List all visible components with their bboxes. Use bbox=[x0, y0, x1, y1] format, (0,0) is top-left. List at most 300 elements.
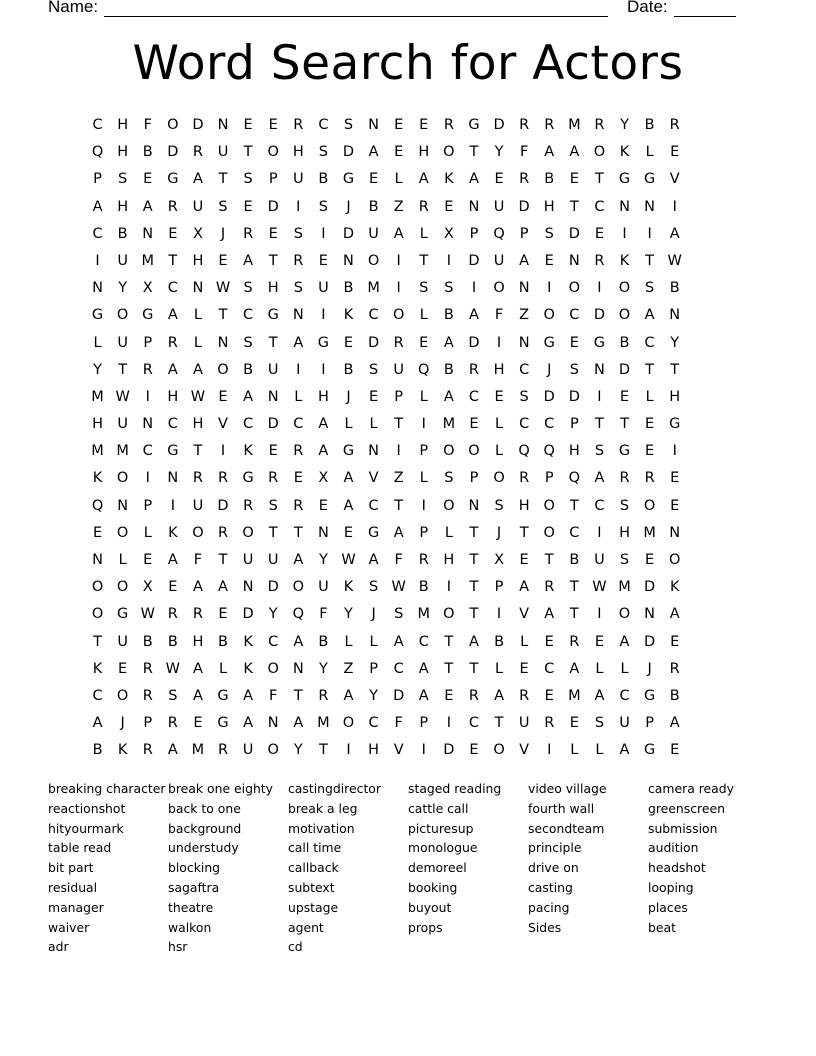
grid-letter[interactable]: A bbox=[393, 225, 404, 242]
grid-letter[interactable]: G bbox=[167, 171, 179, 188]
grid-letter[interactable]: C bbox=[92, 687, 103, 704]
grid-letter[interactable]: X bbox=[494, 552, 505, 568]
grid-letter[interactable]: A bbox=[343, 497, 354, 514]
grid-letter[interactable]: O bbox=[167, 117, 179, 133]
grid-letter[interactable]: W bbox=[215, 280, 231, 297]
grid-letter[interactable]: J bbox=[547, 361, 552, 378]
grid-letter[interactable]: K bbox=[243, 443, 253, 460]
grid-letter[interactable]: W bbox=[165, 660, 180, 677]
grid-letter[interactable]: O bbox=[543, 307, 555, 324]
grid-letter[interactable]: B bbox=[669, 280, 680, 297]
grid-letter[interactable]: P bbox=[469, 470, 479, 487]
grid-letter[interactable]: M bbox=[417, 606, 431, 623]
grid-letter[interactable]: Z bbox=[343, 660, 354, 677]
grid-letter[interactable]: S bbox=[394, 606, 404, 623]
grid-letter[interactable]: H bbox=[267, 280, 279, 297]
grid-letter[interactable]: P bbox=[569, 416, 579, 433]
grid-letter[interactable]: T bbox=[544, 552, 554, 568]
grid-letter[interactable]: S bbox=[243, 280, 253, 297]
grid-letter[interactable]: L bbox=[595, 660, 604, 677]
grid-letter[interactable]: A bbox=[167, 307, 178, 324]
grid-letter[interactable]: T bbox=[569, 198, 579, 215]
grid-letter[interactable]: B bbox=[167, 633, 178, 650]
grid-letter[interactable]: L bbox=[369, 416, 378, 433]
grid-letter[interactable]: S bbox=[368, 361, 379, 378]
grid-letter[interactable]: O bbox=[493, 280, 505, 297]
grid-letter[interactable]: T bbox=[193, 443, 203, 460]
grid-letter[interactable]: Y bbox=[318, 660, 328, 677]
grid-letter[interactable]: L bbox=[369, 633, 378, 650]
grid-letter[interactable]: Y bbox=[293, 742, 303, 759]
grid-letter[interactable]: E bbox=[343, 524, 354, 541]
grid-letter[interactable]: H bbox=[518, 497, 530, 514]
grid-letter[interactable]: U bbox=[242, 742, 254, 759]
grid-letter[interactable]: E bbox=[218, 252, 228, 269]
grid-letter[interactable]: I bbox=[421, 416, 426, 433]
grid-letter[interactable]: V bbox=[519, 742, 530, 759]
grid-letter[interactable]: P bbox=[93, 171, 102, 188]
grid-letter[interactable]: E bbox=[494, 388, 504, 405]
grid-letter[interactable]: S bbox=[444, 470, 454, 487]
grid-letter[interactable]: A bbox=[192, 579, 203, 596]
grid-letter[interactable]: A bbox=[192, 660, 203, 677]
grid-letter[interactable]: B bbox=[544, 171, 555, 188]
grid-letter[interactable]: L bbox=[419, 225, 428, 242]
grid-letter[interactable]: I bbox=[597, 388, 602, 405]
grid-letter[interactable]: R bbox=[669, 117, 680, 133]
grid-letter[interactable]: I bbox=[145, 388, 150, 405]
grid-letter[interactable]: T bbox=[469, 552, 479, 568]
grid-letter[interactable]: I bbox=[597, 606, 602, 623]
grid-letter[interactable]: G bbox=[117, 606, 129, 623]
grid-letter[interactable]: P bbox=[494, 579, 504, 596]
grid-letter[interactable]: A bbox=[619, 742, 630, 759]
grid-letter[interactable]: C bbox=[468, 715, 480, 732]
grid-letter[interactable]: H bbox=[192, 633, 204, 650]
grid-letter[interactable]: V bbox=[669, 171, 680, 188]
grid-letter[interactable]: A bbox=[243, 687, 254, 704]
grid-letter[interactable]: Z bbox=[393, 198, 404, 215]
grid-letter[interactable]: C bbox=[318, 117, 329, 133]
grid-letter[interactable]: U bbox=[192, 497, 204, 514]
grid-letter[interactable]: C bbox=[368, 307, 379, 324]
grid-letter[interactable]: R bbox=[669, 660, 680, 677]
grid-letter[interactable]: A bbox=[393, 633, 404, 650]
grid-letter[interactable]: M bbox=[618, 579, 631, 596]
grid-letter[interactable]: X bbox=[142, 579, 153, 596]
grid-letter[interactable]: O bbox=[618, 280, 631, 297]
grid-letter[interactable]: H bbox=[117, 117, 129, 133]
grid-letter[interactable]: R bbox=[167, 715, 178, 732]
grid-letter[interactable]: R bbox=[142, 687, 153, 704]
grid-letter[interactable]: E bbox=[419, 334, 429, 351]
grid-letter[interactable]: A bbox=[293, 334, 304, 351]
grid-letter[interactable]: I bbox=[296, 361, 301, 378]
grid-letter[interactable]: A bbox=[619, 633, 630, 650]
grid-letter[interactable]: G bbox=[217, 687, 229, 704]
grid-letter[interactable]: E bbox=[569, 171, 579, 188]
grid-letter[interactable]: J bbox=[496, 524, 502, 541]
grid-letter[interactable]: A bbox=[418, 660, 429, 677]
grid-letter[interactable]: G bbox=[643, 171, 656, 188]
grid-letter[interactable]: R bbox=[418, 552, 429, 568]
grid-letter[interactable]: W bbox=[115, 388, 130, 405]
grid-letter[interactable]: S bbox=[293, 280, 303, 297]
grid-letter[interactable]: I bbox=[220, 443, 226, 460]
grid-letter[interactable]: C bbox=[619, 687, 630, 704]
grid-letter[interactable]: I bbox=[496, 606, 502, 623]
grid-letter[interactable]: H bbox=[117, 198, 129, 215]
grid-letter[interactable]: E bbox=[343, 334, 354, 351]
grid-letter[interactable]: E bbox=[544, 633, 554, 650]
grid-letter[interactable]: N bbox=[292, 307, 304, 324]
grid-letter[interactable]: D bbox=[568, 388, 580, 405]
grid-letter[interactable]: U bbox=[117, 334, 128, 351]
grid-letter[interactable]: T bbox=[645, 252, 655, 269]
grid-letter[interactable]: B bbox=[318, 171, 329, 188]
grid-letter[interactable]: D bbox=[342, 225, 355, 242]
grid-letter[interactable]: L bbox=[595, 742, 604, 759]
grid-letter[interactable]: I bbox=[647, 225, 652, 242]
grid-letter[interactable]: T bbox=[318, 742, 328, 759]
grid-letter[interactable]: F bbox=[143, 117, 152, 133]
grid-letter[interactable]: Y bbox=[318, 552, 328, 568]
name-blank-line[interactable] bbox=[104, 0, 608, 17]
grid-letter[interactable]: B bbox=[494, 633, 505, 650]
grid-letter[interactable]: S bbox=[368, 579, 379, 596]
grid-letter[interactable]: N bbox=[368, 117, 379, 133]
grid-letter[interactable]: T bbox=[293, 687, 303, 704]
grid-letter[interactable]: A bbox=[644, 307, 655, 324]
grid-letter[interactable]: E bbox=[544, 252, 554, 269]
grid-letter[interactable]: W bbox=[667, 252, 682, 269]
grid-letter[interactable]: R bbox=[142, 742, 153, 759]
grid-letter[interactable]: E bbox=[670, 470, 680, 487]
grid-letter[interactable]: H bbox=[192, 416, 204, 433]
grid-letter[interactable]: I bbox=[597, 524, 602, 541]
grid-letter[interactable]: K bbox=[92, 660, 103, 677]
grid-letter[interactable]: O bbox=[392, 307, 405, 324]
grid-letter[interactable]: G bbox=[643, 742, 656, 759]
grid-letter[interactable]: U bbox=[292, 171, 304, 188]
grid-letter[interactable]: L bbox=[495, 443, 504, 460]
grid-letter[interactable]: E bbox=[118, 660, 128, 677]
grid-letter[interactable]: R bbox=[594, 252, 605, 269]
grid-letter[interactable]: U bbox=[267, 552, 279, 568]
grid-letter[interactable]: L bbox=[495, 416, 504, 433]
grid-letter[interactable]: S bbox=[268, 497, 278, 514]
grid-letter[interactable]: H bbox=[117, 144, 129, 161]
grid-letter[interactable]: C bbox=[594, 497, 605, 514]
grid-letter[interactable]: A bbox=[569, 660, 580, 677]
grid-letter[interactable]: P bbox=[143, 497, 153, 514]
grid-letter[interactable]: R bbox=[619, 470, 630, 487]
grid-letter[interactable]: H bbox=[619, 524, 630, 541]
grid-letter[interactable]: T bbox=[594, 416, 604, 433]
grid-letter[interactable]: I bbox=[145, 470, 150, 487]
grid-letter[interactable]: L bbox=[419, 388, 428, 405]
grid-letter[interactable]: O bbox=[443, 497, 455, 514]
grid-letter[interactable]: E bbox=[218, 606, 228, 623]
grid-letter[interactable]: I bbox=[547, 280, 552, 297]
grid-letter[interactable]: K bbox=[619, 252, 630, 269]
grid-letter[interactable]: S bbox=[594, 443, 605, 460]
grid-letter[interactable]: G bbox=[468, 117, 480, 133]
grid-letter[interactable]: C bbox=[142, 443, 153, 460]
grid-letter[interactable]: N bbox=[317, 524, 329, 541]
grid-letter[interactable]: C bbox=[519, 361, 530, 378]
grid-letter[interactable]: D bbox=[443, 742, 455, 759]
grid-letter[interactable]: E bbox=[243, 117, 253, 133]
grid-letter[interactable]: X bbox=[443, 225, 454, 242]
grid-letter[interactable]: Y bbox=[93, 361, 102, 378]
grid-letter[interactable]: R bbox=[468, 361, 479, 378]
grid-letter[interactable]: E bbox=[368, 388, 379, 405]
grid-letter[interactable]: S bbox=[645, 280, 655, 297]
grid-letter[interactable]: J bbox=[371, 606, 376, 623]
grid-letter[interactable]: I bbox=[597, 280, 602, 297]
grid-letter[interactable]: F bbox=[394, 552, 403, 568]
grid-letter[interactable]: N bbox=[92, 552, 103, 568]
grid-letter[interactable]: D bbox=[192, 117, 204, 133]
grid-letter[interactable]: H bbox=[368, 742, 380, 759]
grid-letter[interactable]: N bbox=[518, 280, 530, 297]
grid-letter[interactable]: E bbox=[293, 470, 303, 487]
grid-letter[interactable]: D bbox=[367, 334, 380, 351]
grid-letter[interactable]: B bbox=[569, 552, 580, 568]
grid-letter[interactable]: O bbox=[91, 579, 104, 596]
grid-letter[interactable]: L bbox=[645, 144, 654, 161]
grid-letter[interactable]: R bbox=[468, 687, 479, 704]
grid-letter[interactable]: R bbox=[519, 171, 530, 188]
grid-letter[interactable]: P bbox=[143, 715, 153, 732]
grid-letter[interactable]: I bbox=[296, 198, 301, 215]
grid-letter[interactable]: I bbox=[496, 334, 502, 351]
grid-letter[interactable]: N bbox=[167, 470, 179, 487]
grid-letter[interactable]: C bbox=[368, 715, 379, 732]
grid-letter[interactable]: W bbox=[341, 552, 356, 568]
grid-letter[interactable]: N bbox=[593, 361, 605, 378]
grid-letter[interactable]: H bbox=[192, 252, 204, 269]
grid-letter[interactable]: A bbox=[418, 687, 429, 704]
grid-letter[interactable]: X bbox=[192, 225, 203, 242]
grid-letter[interactable]: A bbox=[293, 552, 304, 568]
grid-letter[interactable]: T bbox=[670, 361, 680, 378]
grid-letter[interactable]: O bbox=[643, 497, 656, 514]
grid-letter[interactable]: E bbox=[594, 225, 604, 242]
grid-letter[interactable]: B bbox=[142, 633, 153, 650]
grid-letter[interactable]: N bbox=[619, 198, 630, 215]
grid-letter[interactable]: O bbox=[593, 144, 606, 161]
grid-letter[interactable]: A bbox=[393, 524, 404, 541]
grid-letter[interactable]: I bbox=[321, 361, 326, 378]
grid-letter[interactable]: A bbox=[243, 715, 254, 732]
grid-letter[interactable]: N bbox=[142, 416, 154, 433]
grid-letter[interactable]: L bbox=[93, 334, 102, 351]
grid-letter[interactable]: D bbox=[568, 225, 580, 242]
grid-letter[interactable]: W bbox=[592, 579, 607, 596]
grid-letter[interactable]: I bbox=[446, 252, 451, 269]
grid-letter[interactable]: S bbox=[619, 552, 630, 568]
grid-letter[interactable]: R bbox=[192, 144, 203, 161]
grid-letter[interactable]: N bbox=[142, 225, 154, 242]
grid-letter[interactable]: O bbox=[493, 742, 505, 759]
grid-letter[interactable]: Q bbox=[418, 361, 430, 378]
grid-letter[interactable]: R bbox=[293, 443, 304, 460]
grid-letter[interactable]: I bbox=[396, 280, 401, 297]
grid-letter[interactable]: U bbox=[267, 361, 279, 378]
grid-letter[interactable]: N bbox=[267, 388, 279, 405]
grid-letter[interactable]: D bbox=[342, 144, 355, 161]
grid-letter[interactable]: M bbox=[317, 715, 330, 732]
grid-letter[interactable]: C bbox=[594, 198, 605, 215]
grid-letter[interactable]: N bbox=[117, 497, 129, 514]
grid-letter[interactable]: A bbox=[192, 361, 203, 378]
grid-letter[interactable]: O bbox=[443, 606, 455, 623]
grid-letter[interactable]: W bbox=[190, 388, 206, 405]
grid-letter[interactable]: T bbox=[394, 416, 404, 433]
grid-letter[interactable]: T bbox=[519, 524, 529, 541]
grid-letter[interactable]: C bbox=[293, 416, 304, 433]
grid-letter[interactable]: P bbox=[544, 470, 554, 487]
grid-letter[interactable]: O bbox=[443, 443, 455, 460]
grid-letter[interactable]: C bbox=[644, 334, 655, 351]
grid-letter[interactable]: N bbox=[192, 280, 204, 297]
grid-letter[interactable]: B bbox=[142, 144, 153, 161]
grid-letter[interactable]: B bbox=[368, 198, 379, 215]
grid-letter[interactable]: C bbox=[167, 280, 178, 297]
grid-letter[interactable]: G bbox=[669, 416, 681, 433]
grid-letter[interactable]: H bbox=[317, 388, 329, 405]
grid-letter[interactable]: T bbox=[394, 497, 404, 514]
grid-letter[interactable]: T bbox=[93, 633, 102, 650]
grid-letter[interactable]: C bbox=[268, 633, 279, 650]
grid-letter[interactable]: R bbox=[167, 606, 178, 623]
grid-letter[interactable]: Q bbox=[493, 225, 505, 242]
grid-letter[interactable]: C bbox=[393, 660, 404, 677]
grid-letter[interactable]: H bbox=[418, 144, 430, 161]
grid-letter[interactable]: F bbox=[193, 552, 203, 568]
grid-letter[interactable]: E bbox=[394, 144, 404, 161]
grid-letter[interactable]: D bbox=[543, 388, 555, 405]
grid-letter[interactable]: N bbox=[518, 334, 530, 351]
grid-letter[interactable]: B bbox=[443, 361, 454, 378]
grid-letter[interactable]: I bbox=[170, 497, 175, 514]
grid-letter[interactable]: B bbox=[92, 742, 103, 759]
grid-letter[interactable]: R bbox=[268, 470, 279, 487]
grid-letter[interactable]: G bbox=[367, 524, 380, 541]
grid-letter[interactable]: B bbox=[318, 633, 329, 650]
grid-letter[interactable]: G bbox=[618, 171, 631, 188]
grid-letter[interactable]: A bbox=[92, 198, 103, 215]
grid-letter[interactable]: M bbox=[91, 443, 104, 460]
grid-letter[interactable]: U bbox=[493, 252, 505, 269]
grid-letter[interactable]: R bbox=[644, 470, 655, 487]
grid-letter[interactable]: O bbox=[468, 443, 480, 460]
grid-letter[interactable]: R bbox=[443, 117, 454, 133]
grid-letter[interactable]: R bbox=[293, 252, 304, 269]
grid-letter[interactable]: E bbox=[218, 388, 228, 405]
grid-letter[interactable]: E bbox=[318, 497, 328, 514]
grid-letter[interactable]: Q bbox=[91, 497, 104, 514]
grid-letter[interactable]: N bbox=[669, 307, 681, 324]
grid-letter[interactable]: S bbox=[218, 198, 228, 215]
grid-letter[interactable]: O bbox=[568, 280, 581, 297]
grid-letter[interactable]: E bbox=[494, 171, 504, 188]
grid-letter[interactable]: N bbox=[468, 198, 480, 215]
date-blank-line[interactable] bbox=[674, 0, 736, 17]
grid-letter[interactable]: R bbox=[544, 579, 555, 596]
grid-letter[interactable]: E bbox=[619, 388, 630, 405]
grid-letter[interactable]: O bbox=[618, 606, 631, 623]
grid-letter[interactable]: O bbox=[543, 497, 555, 514]
grid-letter[interactable]: A bbox=[293, 633, 304, 650]
grid-letter[interactable]: E bbox=[469, 416, 479, 433]
grid-letter[interactable]: Q bbox=[543, 443, 555, 460]
grid-letter[interactable]: M bbox=[367, 280, 380, 297]
grid-letter[interactable]: U bbox=[242, 552, 254, 568]
grid-letter[interactable]: D bbox=[644, 633, 656, 650]
grid-letter[interactable]: A bbox=[594, 687, 605, 704]
grid-letter[interactable]: L bbox=[645, 388, 654, 405]
grid-letter[interactable]: T bbox=[168, 252, 178, 269]
grid-letter[interactable]: D bbox=[644, 579, 656, 596]
grid-letter[interactable]: R bbox=[167, 198, 178, 215]
grid-letter[interactable]: D bbox=[468, 252, 480, 269]
grid-letter[interactable]: D bbox=[393, 687, 405, 704]
grid-letter[interactable]: L bbox=[118, 552, 127, 568]
grid-letter[interactable]: O bbox=[668, 552, 681, 568]
grid-letter[interactable]: G bbox=[242, 470, 254, 487]
grid-letter[interactable]: U bbox=[619, 715, 630, 732]
grid-letter[interactable]: X bbox=[142, 280, 153, 297]
grid-letter[interactable]: N bbox=[644, 606, 656, 623]
grid-letter[interactable]: E bbox=[168, 579, 178, 596]
grid-letter[interactable]: M bbox=[568, 687, 581, 704]
grid-letter[interactable]: I bbox=[321, 225, 326, 242]
grid-letter[interactable]: Y bbox=[118, 280, 128, 297]
grid-letter[interactable]: B bbox=[243, 361, 254, 378]
grid-letter[interactable]: T bbox=[218, 552, 228, 568]
grid-letter[interactable]: T bbox=[645, 361, 655, 378]
grid-letter[interactable]: I bbox=[471, 280, 477, 297]
grid-letter[interactable]: O bbox=[116, 307, 129, 324]
grid-letter[interactable]: A bbox=[92, 715, 103, 732]
grid-letter[interactable]: P bbox=[419, 715, 429, 732]
grid-letter[interactable]: H bbox=[167, 388, 179, 405]
grid-letter[interactable]: E bbox=[268, 117, 278, 133]
grid-letter[interactable]: A bbox=[468, 633, 479, 650]
grid-letter[interactable]: J bbox=[220, 225, 226, 242]
grid-letter[interactable]: A bbox=[243, 252, 254, 269]
grid-letter[interactable]: I bbox=[446, 579, 451, 596]
grid-letter[interactable]: K bbox=[619, 144, 630, 161]
grid-letter[interactable]: I bbox=[421, 497, 426, 514]
grid-letter[interactable]: A bbox=[368, 552, 379, 568]
grid-letter[interactable]: A bbox=[142, 198, 153, 215]
grid-letter[interactable]: Q bbox=[292, 606, 304, 623]
grid-letter[interactable]: D bbox=[468, 334, 480, 351]
grid-letter[interactable]: V bbox=[368, 470, 379, 487]
grid-letter[interactable]: Y bbox=[268, 606, 278, 623]
grid-letter[interactable]: G bbox=[167, 443, 179, 460]
grid-letter[interactable]: L bbox=[218, 660, 228, 677]
grid-letter[interactable]: G bbox=[543, 334, 555, 351]
grid-letter[interactable]: E bbox=[368, 171, 379, 188]
grid-letter[interactable]: L bbox=[419, 470, 428, 487]
grid-letter[interactable]: J bbox=[346, 388, 351, 405]
grid-letter[interactable]: R bbox=[393, 334, 404, 351]
